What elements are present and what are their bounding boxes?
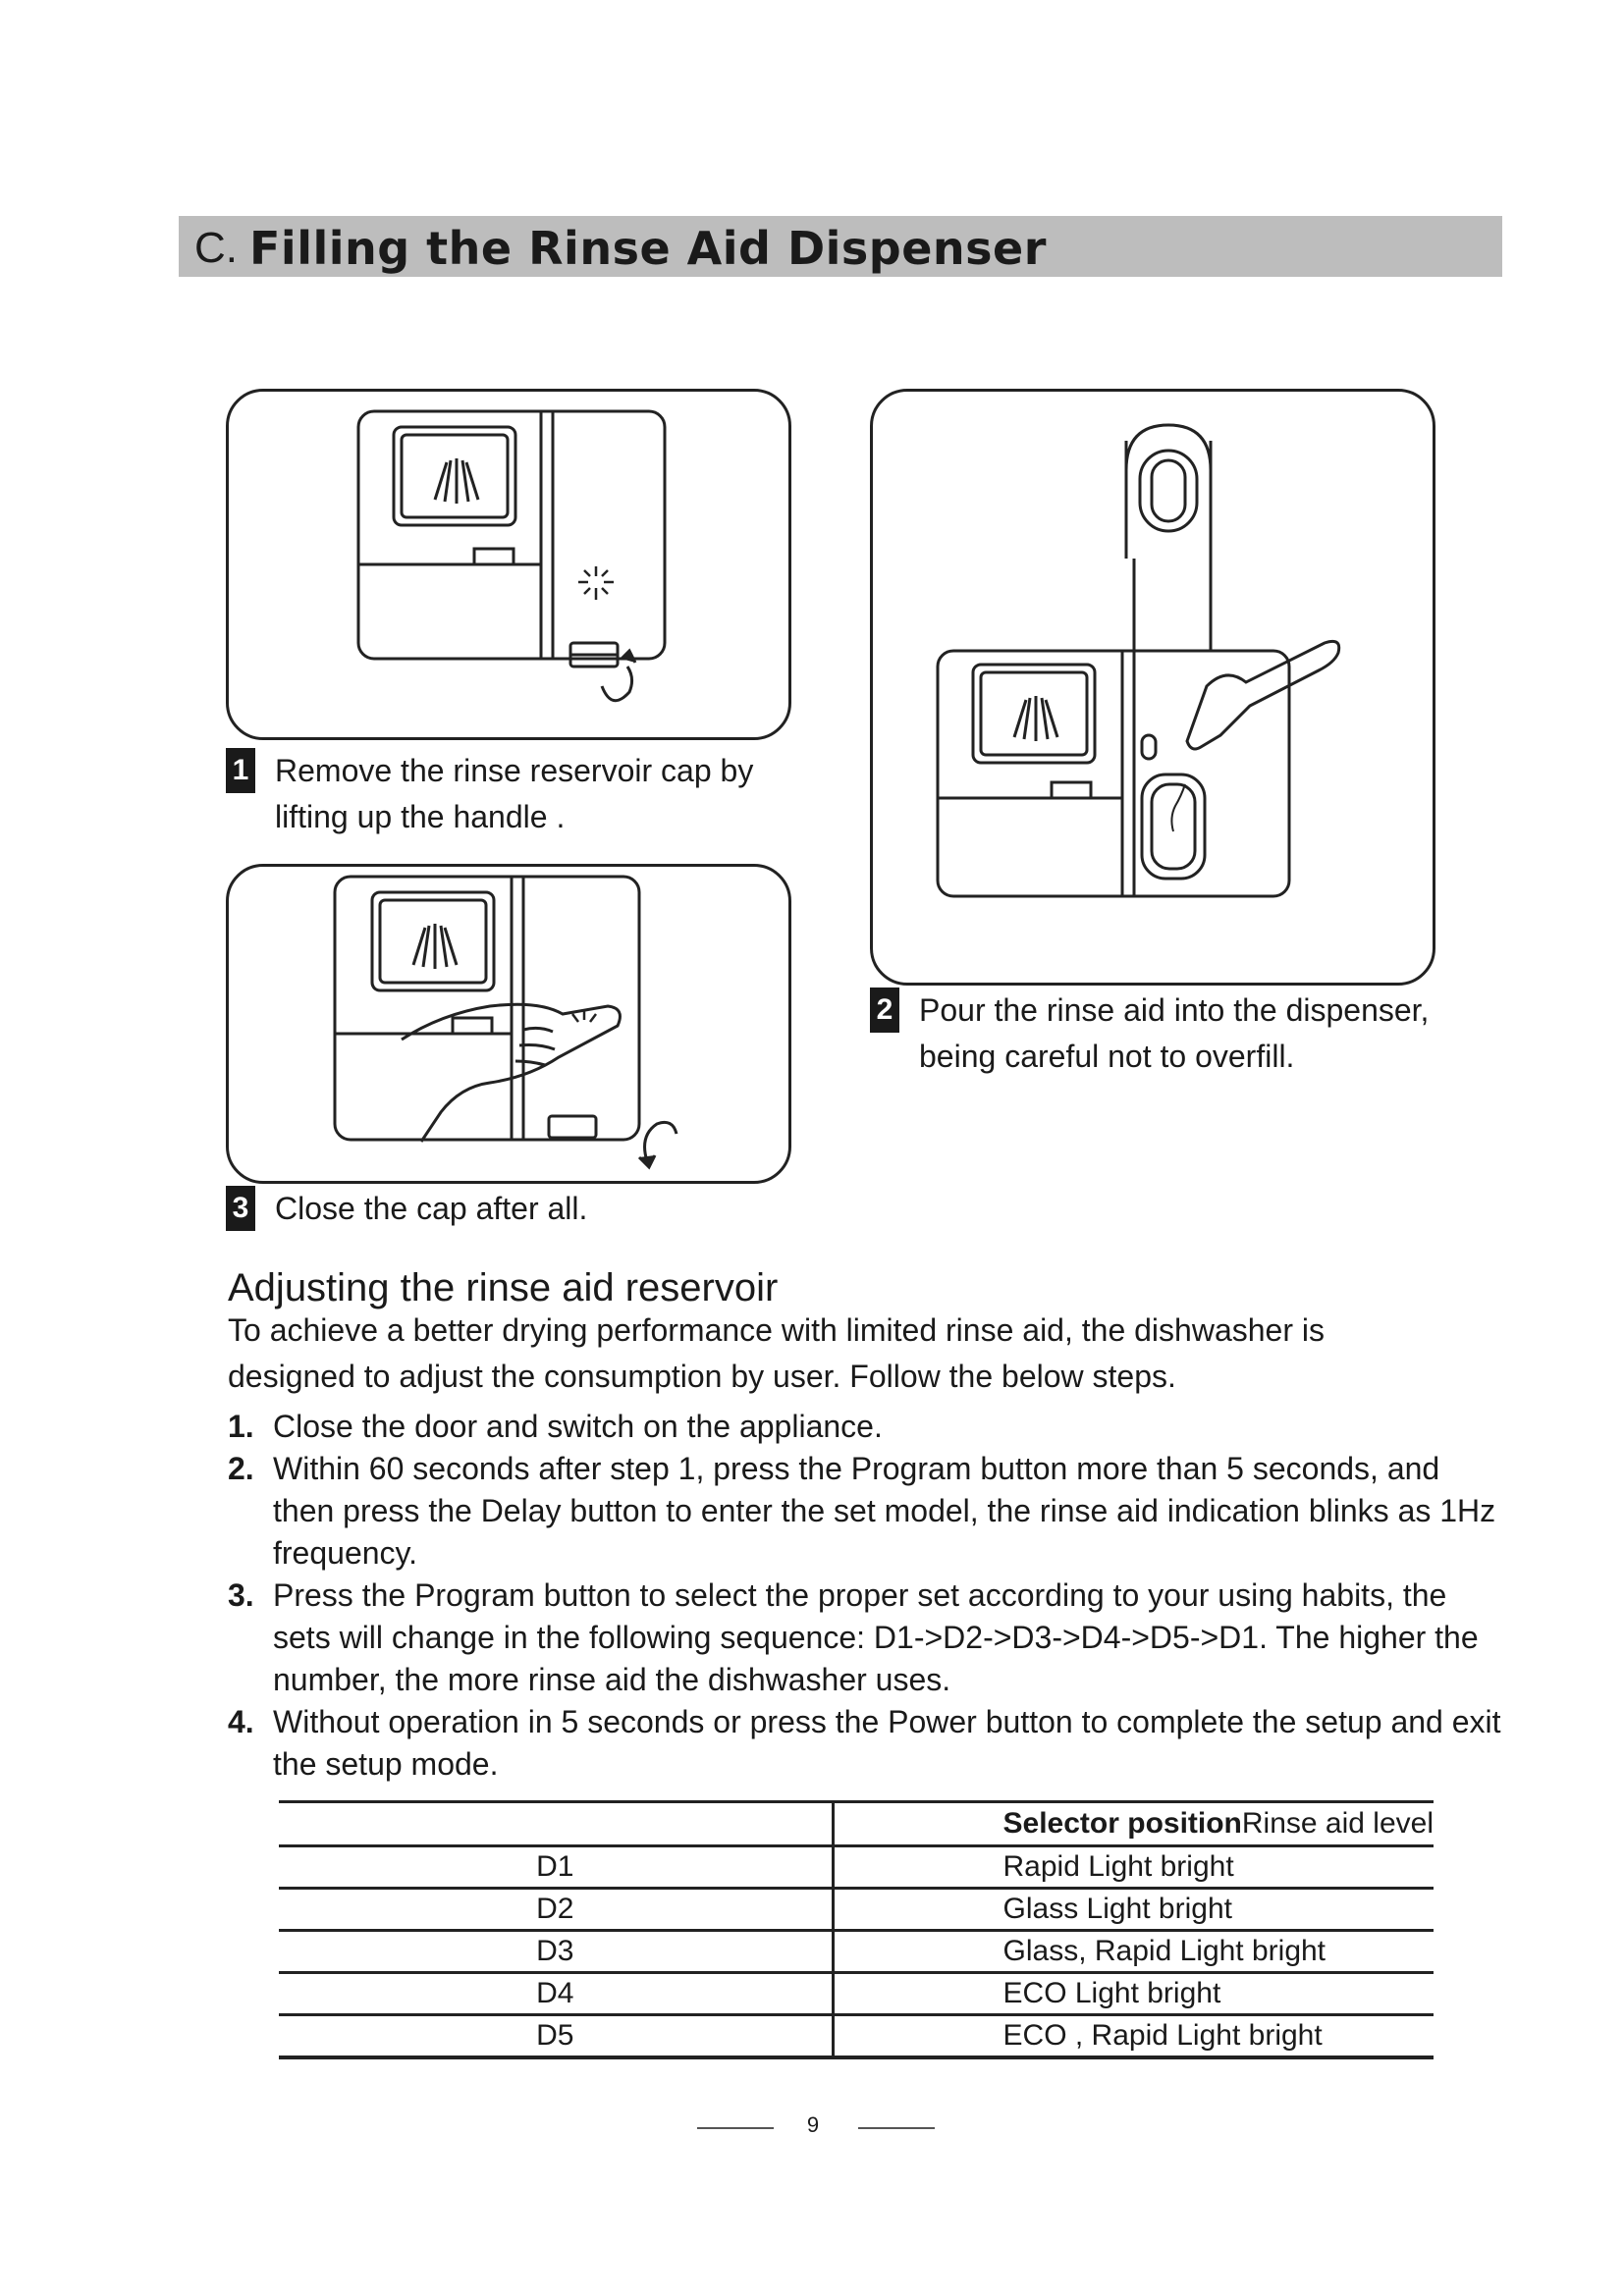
illustration-remove-cap bbox=[226, 389, 791, 740]
illustration-pour-rinse-aid bbox=[870, 389, 1435, 986]
adjust-intro bbox=[228, 1308, 1465, 1400]
list-item-text: Within 60 seconds after step 1, press the Program button more than 5 seconds, and then press the Delay button to enter the set model, the rinse aid indication blinks as 1Hz frequency. bbox=[273, 1451, 1496, 1571]
table-row bbox=[279, 1846, 1434, 1889]
table-row bbox=[279, 1889, 1434, 1931]
adjust-steps-list bbox=[228, 1406, 1504, 1786]
step-2-text bbox=[919, 988, 1429, 1080]
list-item bbox=[228, 1406, 1504, 1448]
step-1-badge: 1 bbox=[226, 748, 255, 793]
list-item-text: Press the Program button to select the proper set according to your using habits, the sets will change in the following sequence: D1->D2->D3->D4->D5->D1. The higher the number, the more rinse aid the dishwasher uses. bbox=[273, 1577, 1479, 1697]
list-item-number: 3. bbox=[228, 1577, 254, 1613]
table-cell-position: D1 bbox=[279, 1846, 833, 1889]
table-cell-level: Rapid Light bright bbox=[833, 1846, 1434, 1889]
list-item bbox=[228, 1575, 1504, 1701]
list-item-number: 4. bbox=[228, 1704, 254, 1739]
list-item-number: 2. bbox=[228, 1451, 254, 1486]
step-2-badge: 2 bbox=[870, 988, 899, 1033]
table-cell-level: ECO , Rapid Light bright bbox=[833, 2015, 1434, 2058]
step-2-line-2: being careful not to overfill. bbox=[919, 1039, 1295, 1074]
adjust-heading: Adjusting the rinse aid reservoir bbox=[228, 1266, 779, 1309]
table-row bbox=[279, 2015, 1434, 2058]
header-rinse-aid-level: Rinse aid level bbox=[1241, 1807, 1434, 1840]
list-item bbox=[228, 1701, 1504, 1786]
table-cell-position: D5 bbox=[279, 2015, 833, 2058]
table-header-cell bbox=[833, 1802, 1434, 1846]
list-item bbox=[228, 1448, 1504, 1575]
table-cell-level: Glass, Rapid Light bright bbox=[833, 1931, 1434, 1973]
step-3-text bbox=[275, 1186, 587, 1232]
illustration-close-cap bbox=[226, 864, 791, 1184]
step-2-line-1: Pour the rinse aid into the dispenser, bbox=[919, 992, 1430, 1028]
table-cell-position: D2 bbox=[279, 1889, 833, 1931]
section-title-bar bbox=[179, 216, 1502, 277]
table-row bbox=[279, 1973, 1434, 2015]
step-3-badge: 3 bbox=[226, 1186, 255, 1231]
page-footer bbox=[0, 2112, 1624, 2142]
footer-rule-right bbox=[858, 2127, 935, 2129]
step-1-line-2: lifting up the handle . bbox=[275, 799, 566, 834]
table-row bbox=[279, 1931, 1434, 1973]
list-item-text: Without operation in 5 seconds or press the Power button to complete the setup and exit the setup mode. bbox=[273, 1704, 1501, 1782]
table-cell-level: ECO Light bright bbox=[833, 1973, 1434, 2015]
list-item-text: Close the door and switch on the appliance. bbox=[273, 1409, 883, 1444]
table-cell-position: D3 bbox=[279, 1931, 833, 1973]
adjust-intro-line-1: To achieve a better drying performance with limited rinse aid, the dishwasher is bbox=[228, 1312, 1325, 1348]
step-1-text bbox=[275, 748, 753, 840]
adjust-intro-line-2: designed to adjust the consumption by user. Follow the below steps. bbox=[228, 1359, 1176, 1394]
table-cell-level: Glass Light bright bbox=[833, 1889, 1434, 1931]
page-number: 9 bbox=[806, 2112, 820, 2137]
header-selector-position: Selector position bbox=[1002, 1807, 1242, 1840]
step-3-line-1: Close the cap after all. bbox=[275, 1191, 588, 1226]
footer-rule-left bbox=[697, 2127, 774, 2129]
table-cell-position: D4 bbox=[279, 1973, 833, 2015]
section-letter: C. bbox=[194, 224, 238, 272]
list-item-number: 1. bbox=[228, 1409, 254, 1444]
table-header-empty bbox=[279, 1802, 833, 1846]
step-1-line-1: Remove the rinse reservoir cap by bbox=[275, 753, 754, 788]
section-title: Filling the Rinse Aid Dispenser bbox=[249, 222, 1047, 275]
table-header-row bbox=[279, 1802, 1434, 1846]
rinse-aid-level-table bbox=[279, 1800, 1434, 2059]
